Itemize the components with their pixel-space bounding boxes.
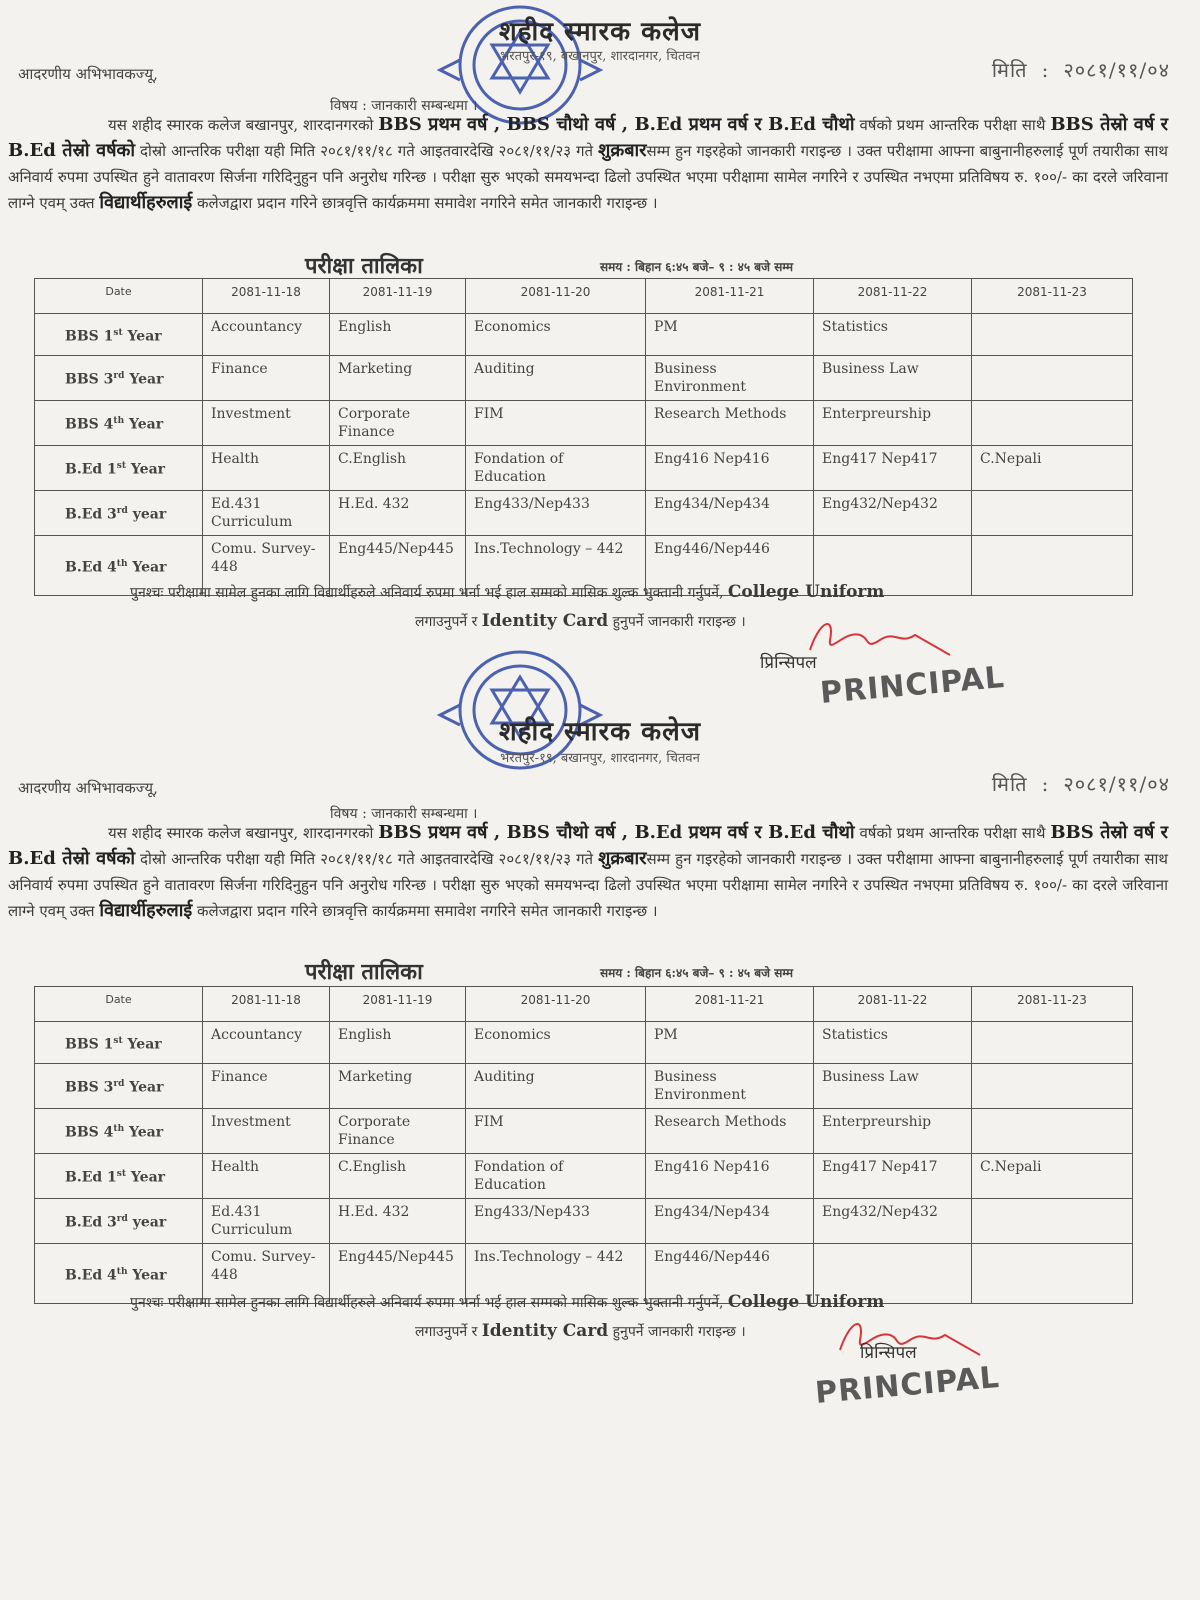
body-part: दोस्रो आन्तरिक परीक्षा यही मिति २०८१/११/१८ गते आइतवारदेखि २०८१/११/२३ गते (135, 142, 599, 160)
subject-cell: Eng416 Nep416 (646, 446, 814, 491)
body-part: कलेजद्वारा प्रदान गरिने छात्रवृत्ति कार्यक्रममा समावेश नगरिने समेत जानकारी गराइन्छ । (192, 194, 658, 212)
year-label-sup: st (116, 1169, 127, 1180)
year-label-suffix: Year (124, 1124, 164, 1141)
body-part-bold: विद्यार्थीहरुलाई (99, 900, 193, 921)
subject-cell: Auditing (466, 356, 646, 401)
year-label-sup: st (113, 1035, 123, 1046)
subject-cell: PM (646, 1022, 814, 1064)
subject-cell: Comu. Survey-448 (203, 1244, 330, 1304)
subject-cell: Statistics (814, 1022, 972, 1064)
year-label-text: BBS 1 (65, 328, 114, 345)
body-part: वर्षको प्रथम आन्तरिक परीक्षा साथै (854, 116, 1051, 134)
postscript-id-card: Identity Card (481, 611, 609, 631)
subject-cell: Accountancy (203, 314, 330, 356)
date-label: मिति (991, 58, 1028, 82)
date-column-header: Date (35, 279, 203, 314)
subject-cell (972, 356, 1133, 401)
subject-cell: English (330, 1022, 466, 1064)
date-separator: : (1041, 772, 1050, 796)
subject-cell: Enterpreurship (814, 1109, 972, 1154)
year-label-sup: th (116, 558, 128, 569)
date-header: 2081-11-23 (972, 279, 1133, 314)
date-header: 2081-11-21 (646, 279, 814, 314)
year-label-text: BBS 1 (65, 1036, 114, 1053)
subject-cell (972, 401, 1133, 446)
year-label-suffix: Year (126, 461, 166, 478)
year-label-text: B.Ed 4 (65, 1267, 117, 1284)
year-label (35, 1199, 203, 1244)
date-header: 2081-11-18 (203, 987, 330, 1022)
schedule-body (35, 1022, 1133, 1304)
postscript-prefix: पुनश्चः परीक्षामा सामेल हुनका लागि विद्यार्थीहरुले अनिवार्य रुपमा भर्ना भई हाल सम्मको मासिक शुल्क भुक्तानी गर्नुपर्ने, (130, 585, 728, 601)
exam-schedule-table (34, 278, 1133, 596)
subject-cell: Business Law (814, 356, 972, 401)
postscript-middle: लगाउनुपर्ने र (415, 1324, 482, 1340)
subject-cell: Business Environment (646, 1064, 814, 1109)
body-part: यस शहीद स्मारक कलेज बखानपुर, शारदानगरको (108, 824, 379, 842)
schedule-title: परीक्षा तालिका (305, 959, 423, 985)
year-label-text: B.Ed 1 (65, 461, 117, 478)
exam-schedule-table (34, 986, 1133, 1304)
postscript-prefix: पुनश्चः परीक्षामा सामेल हुनका लागि विद्यार्थीहरुले अनिवार्य रुपमा भर्ना भई हाल सम्मको मासिक शुल्क भुक्तानी गर्नुपर्ने, (130, 1295, 728, 1311)
subject-cell: Ed.431 Curriculum (203, 491, 330, 536)
year-label-text: BBS 4 (65, 1124, 114, 1141)
year-label (35, 356, 203, 401)
college-name: शहीद स्मारक कलेज (498, 17, 702, 47)
body-part-bold: BBS तेस्रो वर्ष र B.Ed तेस्रो वर्षको (8, 822, 1168, 869)
body-part-bold: शुक्रबार (598, 848, 647, 869)
year-label-suffix: Year (124, 371, 164, 388)
subject-cell: C.Nepali (972, 1154, 1133, 1199)
subject-cell: Investment (203, 1109, 330, 1154)
year-label-sup: rd (113, 371, 125, 382)
date-header: 2081-11-18 (203, 279, 330, 314)
date-header: 2081-11-21 (646, 987, 814, 1022)
postscript-uniform: College Uniform (727, 1292, 885, 1312)
principal-signature-icon (800, 610, 960, 670)
subject-cell: Research Methods (646, 1109, 814, 1154)
salutation: आदरणीय अभिभावकज्यू, (18, 779, 158, 797)
year-label-sup: th (113, 1124, 125, 1135)
subject-cell: FIM (466, 401, 646, 446)
year-label-suffix: Year (127, 1267, 167, 1284)
postscript-uniform: College Uniform (727, 582, 885, 602)
letter-date (992, 770, 1170, 797)
body-part-bold: BBS प्रथम वर्ष , BBS चौथो वर्ष , B.Ed प्रथम वर्ष र B.Ed चौथो (378, 114, 855, 135)
year-label-text: B.Ed 1 (65, 1169, 117, 1186)
subject-cell: Economics (466, 314, 646, 356)
subject-cell: C.English (330, 446, 466, 491)
schedule-title: परीक्षा तालिका (305, 253, 423, 279)
body-part: सम्म हुन गइरहेको जानकारी गराइन्छ । उक्त परीक्षामा आफ्ना बाबुनानीहरुलाई पूर्ण तयारीका साथ अनिवार्य रुपमा उपस्थित हुने वातावरण सिर्जना गरिदिनुहुन पनि अनुरोध गरिन्छ । परीक्षा सुरु भएको समयभन्दा ढिलो उपस्थित भएमा परीक्षामा सामेल नगरिने र उपस्थित नभएमा प्रतिविषय रु. १००/- का दरले जरिवाना लाग्ने एवम् उक्त (8, 142, 1168, 212)
notice-body (8, 820, 1168, 924)
table-row (35, 401, 1133, 446)
college-address: भरतपुर-१९, बखानपुर, शारदानगर, चितवन (500, 49, 700, 64)
table-row (35, 446, 1133, 491)
subject-cell: Auditing (466, 1064, 646, 1109)
year-label-text: B.Ed 3 (65, 506, 117, 523)
body-part-bold: BBS प्रथम वर्ष , BBS चौथो वर्ष , B.Ed प्रथम वर्ष र B.Ed चौथो (378, 822, 855, 843)
year-label-text: B.Ed 4 (65, 559, 117, 576)
subject-cell: Statistics (814, 314, 972, 356)
subject-cell: Eng417 Nep417 (814, 446, 972, 491)
subject-cell: Corporate Finance (330, 1109, 466, 1154)
date-label: मिति (991, 772, 1028, 796)
year-label-text: BBS 4 (65, 416, 114, 433)
date-value: २०८१/११/०४ (1063, 58, 1170, 82)
schedule-body (35, 314, 1133, 596)
table-row (35, 1199, 1133, 1244)
postscript (130, 578, 1110, 636)
principal-label: प्रिन्सिपल (860, 1343, 917, 1363)
year-label-sup: rd (116, 1214, 128, 1225)
subject-cell: Eng446/Nep446 (646, 1244, 814, 1304)
subject-cell: Business Environment (646, 356, 814, 401)
subject-cell: H.Ed. 432 (330, 1199, 466, 1244)
principal-label: प्रिन्सिपल (760, 653, 817, 673)
date-header: 2081-11-22 (814, 279, 972, 314)
body-part-bold: विद्यार्थीहरुलाई (99, 192, 193, 213)
date-header: 2081-11-19 (330, 279, 466, 314)
table-row (35, 1022, 1133, 1064)
subject-cell: Eng445/Nep445 (330, 536, 466, 596)
year-label-sup: th (116, 1266, 128, 1277)
year-label-sup: rd (116, 506, 128, 517)
subject-cell (972, 314, 1133, 356)
year-label (35, 491, 203, 536)
subject-cell: English (330, 314, 466, 356)
subject-cell: Economics (466, 1022, 646, 1064)
subject-cell: FIM (466, 1109, 646, 1154)
subject-cell: H.Ed. 432 (330, 491, 466, 536)
subject-cell: Comu. Survey-448 (203, 536, 330, 596)
table-row (35, 1064, 1133, 1109)
subject-cell: C.English (330, 1154, 466, 1199)
subject-cell: Business Law (814, 1064, 972, 1109)
subject-cell: PM (646, 314, 814, 356)
table-row (35, 356, 1133, 401)
year-label-sup: th (113, 416, 125, 427)
table-row (35, 1154, 1133, 1199)
exam-time: समय : बिहान ६:४५ बजे– ९ : ४५ बजे सम्म (600, 966, 794, 980)
subject-line: विषय : जानकारी सम्बन्धमा । (330, 98, 478, 114)
subject-cell: Health (203, 446, 330, 491)
year-label (35, 1109, 203, 1154)
subject-cell: Accountancy (203, 1022, 330, 1064)
subject-cell: Investment (203, 401, 330, 446)
subject-cell: C.Nepali (972, 446, 1133, 491)
year-label-text: B.Ed 3 (65, 1214, 117, 1231)
subject-cell: Marketing (330, 356, 466, 401)
year-label (35, 1022, 203, 1064)
year-label (35, 1154, 203, 1199)
subject-cell: Fondation of Education (466, 446, 646, 491)
year-label-text: BBS 3 (65, 1079, 114, 1096)
subject-cell: Corporate Finance (330, 401, 466, 446)
subject-cell: Health (203, 1154, 330, 1199)
table-row (35, 491, 1133, 536)
body-part: सम्म हुन गइरहेको जानकारी गराइन्छ । उक्त परीक्षामा आफ्ना बाबुनानीहरुलाई पूर्ण तयारीका साथ अनिवार्य रुपमा उपस्थित हुने वातावरण सिर्जना गरिदिनुहुन पनि अनुरोध गरिन्छ । परीक्षा सुरु भएको समयभन्दा ढिलो उपस्थित भएमा परीक्षामा सामेल नगरिने र उपस्थित नभएमा प्रतिविषय रु. १००/- का दरले जरिवाना लाग्ने एवम् उक्त (8, 850, 1168, 920)
subject-cell: Ed.431 Curriculum (203, 1199, 330, 1244)
subject-cell: Research Methods (646, 401, 814, 446)
subject-cell: Eng432/Nep432 (814, 491, 972, 536)
date-column-header: Date (35, 987, 203, 1022)
year-label-suffix: Year (126, 1169, 166, 1186)
subject-line: विषय : जानकारी सम्बन्धमा । (330, 806, 478, 822)
subject-cell: Eng417 Nep417 (814, 1154, 972, 1199)
year-label-suffix: year (127, 1214, 167, 1231)
date-header: 2081-11-19 (330, 987, 466, 1022)
table-header-row (35, 279, 1133, 314)
subject-cell: Eng445/Nep445 (330, 1244, 466, 1304)
postscript-suffix: हुनुपर्ने जानकारी गराइन्छ । (608, 1324, 746, 1340)
subject-cell (972, 491, 1133, 536)
date-header: 2081-11-23 (972, 987, 1133, 1022)
subject-cell: Eng416 Nep416 (646, 1154, 814, 1199)
year-label-sup: st (113, 327, 123, 338)
subject-cell: Finance (203, 1064, 330, 1109)
body-part: दोस्रो आन्तरिक परीक्षा यही मिति २०८१/११/१८ गते आइतवारदेखि २०८१/११/२३ गते (135, 850, 599, 868)
year-label (35, 1064, 203, 1109)
salutation: आदरणीय अभिभावकज्यू, (18, 65, 158, 83)
year-label-suffix: Year (124, 1079, 164, 1096)
subject-cell (972, 1109, 1133, 1154)
subject-cell (972, 1022, 1133, 1064)
subject-cell: Ins.Technology – 442 (466, 1244, 646, 1304)
table-header-row (35, 987, 1133, 1022)
principal-stamp: PRINCIPAL (818, 659, 1007, 712)
college-address: भरतपुर-१९, बखानपुर, शारदानगर, चितवन (500, 751, 700, 766)
year-label-sup: rd (113, 1079, 125, 1090)
notice-body (8, 112, 1168, 216)
date-header: 2081-11-20 (466, 279, 646, 314)
body-part-bold: शुक्रबार (598, 140, 647, 161)
table-row (35, 1109, 1133, 1154)
year-label-suffix: Year (124, 416, 164, 433)
subject-cell (972, 1064, 1133, 1109)
principal-stamp: PRINCIPAL (813, 1360, 1002, 1411)
table-row (35, 314, 1133, 356)
letter-date (992, 56, 1170, 83)
year-label-suffix: Year (122, 1036, 162, 1053)
year-label-suffix: Year (122, 328, 162, 345)
year-label (35, 314, 203, 356)
body-part: वर्षको प्रथम आन्तरिक परीक्षा साथै (854, 824, 1051, 842)
year-label-suffix: year (127, 506, 167, 523)
postscript-id-card: Identity Card (481, 1321, 609, 1341)
subject-cell: Finance (203, 356, 330, 401)
body-part-bold: BBS तेस्रो वर्ष र B.Ed तेस्रो वर्षको (8, 114, 1168, 161)
date-value: २०८१/११/०४ (1063, 772, 1170, 796)
subject-cell: Eng434/Nep434 (646, 1199, 814, 1244)
postscript-suffix: हुनुपर्ने जानकारी गराइन्छ । (608, 614, 746, 630)
subject-cell: Marketing (330, 1064, 466, 1109)
subject-cell (972, 1199, 1133, 1244)
date-header: 2081-11-22 (814, 987, 972, 1022)
year-label-sup: st (116, 461, 127, 472)
subject-cell: Eng433/Nep433 (466, 491, 646, 536)
date-header: 2081-11-20 (466, 987, 646, 1022)
subject-cell: Eng434/Nep434 (646, 491, 814, 536)
date-separator: : (1041, 58, 1050, 82)
body-part: कलेजद्वारा प्रदान गरिने छात्रवृत्ति कार्यक्रममा समावेश नगरिने समेत जानकारी गराइन्छ । (192, 902, 658, 920)
postscript-middle: लगाउनुपर्ने र (415, 614, 482, 630)
college-name: शहीद स्मारक कलेज (498, 717, 702, 747)
exam-time: समय : बिहान ६:४५ बजे– ९ : ४५ बजे सम्म (600, 260, 794, 274)
subject-cell: Eng432/Nep432 (814, 1199, 972, 1244)
subject-cell: Fondation of Education (466, 1154, 646, 1199)
subject-cell: Ins.Technology – 442 (466, 536, 646, 596)
subject-cell: Enterpreurship (814, 401, 972, 446)
body-part: यस शहीद स्मारक कलेज बखानपुर, शारदानगरको (108, 116, 379, 134)
subject-cell: Eng446/Nep446 (646, 536, 814, 596)
year-label (35, 446, 203, 491)
year-label-suffix: Year (127, 559, 167, 576)
subject-cell: Eng433/Nep433 (466, 1199, 646, 1244)
year-label-text: BBS 3 (65, 371, 114, 388)
year-label (35, 401, 203, 446)
